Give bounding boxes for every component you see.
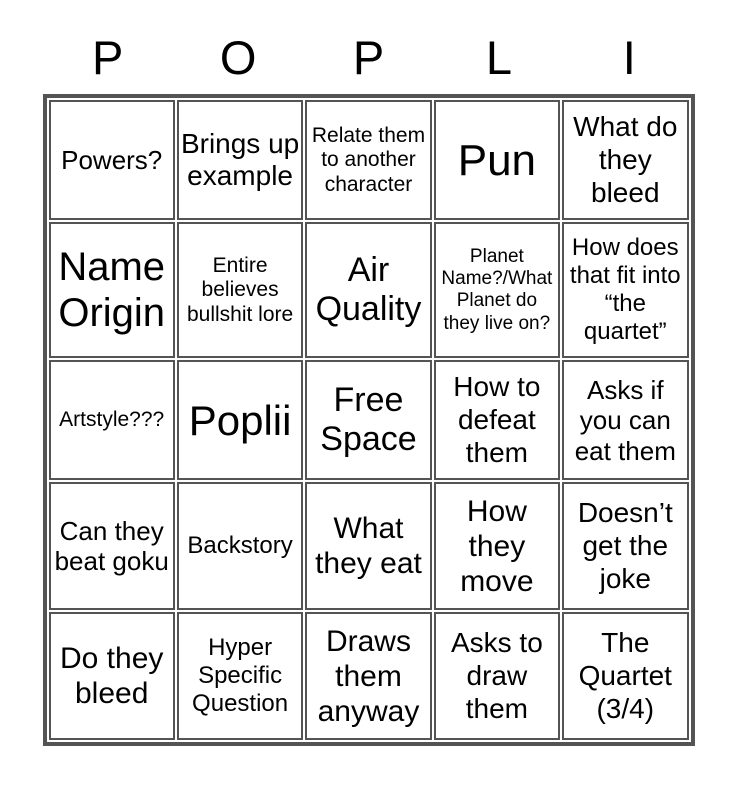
bingo-cell[interactable]: Name Origin (49, 222, 175, 358)
header-letter: P (352, 31, 385, 84)
bingo-cell[interactable]: How does that fit into “the quartet” (562, 222, 688, 358)
bingo-cell[interactable]: Powers? (49, 100, 175, 220)
bingo-cell[interactable]: The Quartet (3/4) (562, 612, 688, 740)
bingo-cell[interactable]: How they move (434, 482, 560, 610)
bingo-cell[interactable]: Asks to draw them (434, 612, 560, 740)
bingo-cell[interactable]: Pun (434, 100, 560, 220)
header-letter: P (92, 31, 124, 84)
bingo-row (49, 100, 689, 220)
bingo-cell[interactable]: Entire believes bullshit lore (177, 222, 303, 358)
header-letter: I (622, 31, 636, 84)
bingo-cell[interactable]: Hyper Specific Question (177, 612, 303, 740)
bingo-row (49, 612, 689, 740)
bingo-cell[interactable]: Relate them to another character (305, 100, 431, 220)
bingo-header-letters (43, 30, 695, 86)
bingo-cell[interactable]: Backstory (177, 482, 303, 610)
bingo-cell[interactable]: Do they bleed (49, 612, 175, 740)
bingo-row (49, 482, 689, 610)
bingo-cell[interactable]: Asks if you can eat them (562, 360, 688, 480)
header-letter: L (485, 31, 512, 84)
bingo-cell[interactable]: Brings up example (177, 100, 303, 220)
bingo-cell[interactable]: Poplii (177, 360, 303, 480)
bingo-cell[interactable]: Air Quality (305, 222, 431, 358)
bingo-card (43, 30, 695, 746)
bingo-cell[interactable]: Planet Name?/What Planet do they live on? (434, 222, 560, 358)
header-letter: O (219, 31, 257, 84)
bingo-cell[interactable]: Doesn’t get the joke (562, 482, 688, 610)
bingo-cell[interactable]: Draws them anyway (305, 612, 431, 740)
bingo-cell[interactable]: Can they beat goku (49, 482, 175, 610)
bingo-cell[interactable]: Artstyle??? (49, 360, 175, 480)
bingo-cell[interactable]: How to defeat them (434, 360, 560, 480)
bingo-cell-free-space[interactable]: Free Space (305, 360, 431, 480)
bingo-row (49, 360, 689, 480)
bingo-cell[interactable]: What do they bleed (562, 100, 688, 220)
bingo-grid (43, 94, 695, 746)
bingo-cell[interactable]: What they eat (305, 482, 431, 610)
bingo-row (49, 222, 689, 358)
